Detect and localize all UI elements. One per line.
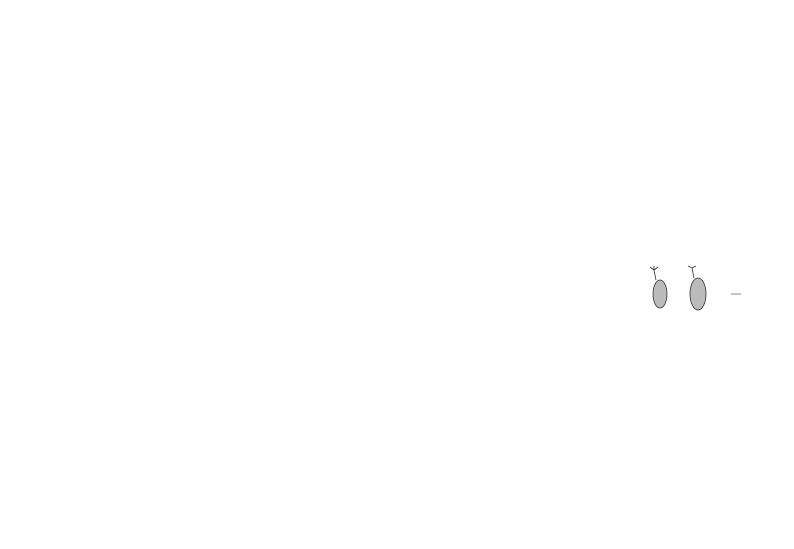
cell-membrane-diagram xyxy=(626,264,746,324)
exam-meta xyxy=(38,92,400,101)
